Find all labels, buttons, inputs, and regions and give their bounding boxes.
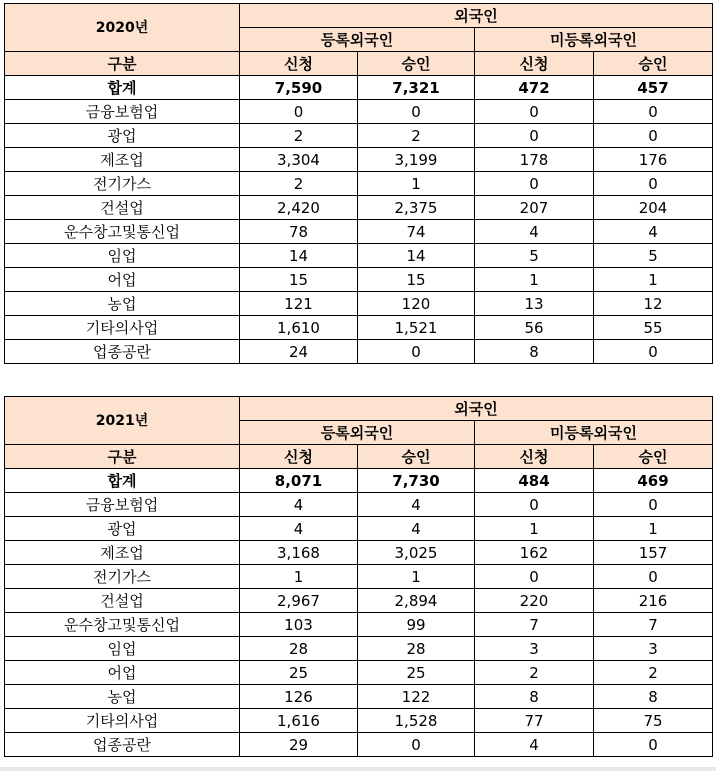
row-value: 3	[475, 637, 594, 661]
row-value: 74	[358, 220, 475, 244]
row-value: 1	[475, 268, 594, 292]
table-row	[5, 565, 713, 589]
row-value: 207	[475, 196, 594, 220]
row-value: 0	[594, 340, 713, 364]
group-header: 외국인	[240, 397, 713, 421]
row-value: 4	[475, 733, 594, 757]
row-value: 15	[240, 268, 358, 292]
row-value: 8	[475, 685, 594, 709]
row-value: 0	[475, 172, 594, 196]
row-label: 어업	[5, 661, 240, 685]
row-value: 157	[594, 541, 713, 565]
row-value: 2,894	[358, 589, 475, 613]
row-value: 1	[358, 565, 475, 589]
registered-header: 등록외국인	[240, 421, 475, 445]
row-value: 4	[475, 220, 594, 244]
table-row	[5, 220, 713, 244]
row-label: 기타의사업	[5, 316, 240, 340]
row-label: 제조업	[5, 148, 240, 172]
row-value: 99	[358, 613, 475, 637]
row-value: 162	[475, 541, 594, 565]
row-value: 0	[475, 100, 594, 124]
row-value: 0	[475, 124, 594, 148]
total-label: 합계	[5, 469, 240, 493]
row-value: 1	[358, 172, 475, 196]
row-value: 7	[475, 613, 594, 637]
row-label: 기타의사업	[5, 709, 240, 733]
unregistered-apply-header: 신청	[475, 445, 594, 469]
row-value: 3,168	[240, 541, 358, 565]
row-value: 1,610	[240, 316, 358, 340]
row-label: 업종공란	[5, 340, 240, 364]
row-label: 운수창고및통신업	[5, 613, 240, 637]
row-value: 0	[358, 733, 475, 757]
row-value: 0	[240, 100, 358, 124]
table-row	[5, 172, 713, 196]
row-value: 1	[594, 517, 713, 541]
table-row	[5, 541, 713, 565]
row-value: 2,967	[240, 589, 358, 613]
table-row	[5, 268, 713, 292]
table-row	[5, 124, 713, 148]
row-value: 1	[475, 517, 594, 541]
row-value: 120	[358, 292, 475, 316]
row-value: 0	[594, 172, 713, 196]
row-value: 204	[594, 196, 713, 220]
unregistered-header: 미등록외국인	[475, 28, 713, 52]
group-header: 외국인	[240, 4, 713, 28]
row-value: 176	[594, 148, 713, 172]
year-label: 2021년	[5, 397, 240, 445]
header-row-group	[5, 397, 713, 421]
table-row	[5, 196, 713, 220]
row-value: 216	[594, 589, 713, 613]
row-value: 0	[594, 565, 713, 589]
row-value: 0	[594, 100, 713, 124]
row-value: 7	[594, 613, 713, 637]
row-value: 8	[594, 685, 713, 709]
row-value: 2	[475, 661, 594, 685]
total-value: 469	[594, 469, 713, 493]
row-value: 2	[594, 661, 713, 685]
registered-apply-header: 신청	[240, 52, 358, 76]
table-row	[5, 709, 713, 733]
row-label: 운수창고및통신업	[5, 220, 240, 244]
total-value: 7,321	[358, 76, 475, 100]
row-value: 77	[475, 709, 594, 733]
table-row	[5, 340, 713, 364]
row-value: 3	[594, 637, 713, 661]
total-value: 7,730	[358, 469, 475, 493]
table-row	[5, 613, 713, 637]
row-value: 15	[358, 268, 475, 292]
row-value: 121	[240, 292, 358, 316]
table-row	[5, 493, 713, 517]
row-value: 4	[358, 493, 475, 517]
header-row-columns	[5, 445, 713, 469]
row-label: 임업	[5, 637, 240, 661]
row-value: 1,528	[358, 709, 475, 733]
unregistered-approve-header: 승인	[594, 52, 713, 76]
row-value: 0	[594, 733, 713, 757]
row-value: 4	[240, 517, 358, 541]
table-row	[5, 637, 713, 661]
row-value: 220	[475, 589, 594, 613]
row-label: 농업	[5, 685, 240, 709]
unregistered-header: 미등록외국인	[475, 421, 713, 445]
header-row-columns	[5, 52, 713, 76]
row-label: 전기가스	[5, 565, 240, 589]
row-value: 5	[475, 244, 594, 268]
year-label: 2020년	[5, 4, 240, 52]
row-value: 3,025	[358, 541, 475, 565]
row-value: 8	[475, 340, 594, 364]
row-value: 126	[240, 685, 358, 709]
row-value: 12	[594, 292, 713, 316]
row-value: 103	[240, 613, 358, 637]
row-value: 5	[594, 244, 713, 268]
row-value: 56	[475, 316, 594, 340]
row-value: 4	[240, 493, 358, 517]
row-value: 2,420	[240, 196, 358, 220]
row-label: 광업	[5, 124, 240, 148]
table-row	[5, 661, 713, 685]
unregistered-approve-header: 승인	[594, 445, 713, 469]
total-value: 8,071	[240, 469, 358, 493]
table-row	[5, 733, 713, 757]
table-row	[5, 589, 713, 613]
row-label: 건설업	[5, 196, 240, 220]
row-value: 2,375	[358, 196, 475, 220]
row-value: 0	[475, 565, 594, 589]
row-value: 29	[240, 733, 358, 757]
total-row	[5, 76, 713, 100]
row-label: 광업	[5, 517, 240, 541]
table-row	[5, 148, 713, 172]
row-value: 4	[358, 517, 475, 541]
row-value: 1,616	[240, 709, 358, 733]
table-2021	[4, 396, 713, 757]
row-value: 55	[594, 316, 713, 340]
unregistered-apply-header: 신청	[475, 52, 594, 76]
total-row	[5, 469, 713, 493]
category-header: 구분	[5, 445, 240, 469]
row-value: 14	[240, 244, 358, 268]
bottom-divider	[0, 767, 716, 771]
row-value: 2	[358, 124, 475, 148]
total-value: 457	[594, 76, 713, 100]
row-value: 1	[240, 565, 358, 589]
registered-approve-header: 승인	[358, 52, 475, 76]
row-value: 3,199	[358, 148, 475, 172]
row-value: 0	[594, 124, 713, 148]
table-row	[5, 292, 713, 316]
total-value: 472	[475, 76, 594, 100]
total-value: 7,590	[240, 76, 358, 100]
row-value: 78	[240, 220, 358, 244]
row-value: 1,521	[358, 316, 475, 340]
registered-approve-header: 승인	[358, 445, 475, 469]
row-value: 13	[475, 292, 594, 316]
table-row	[5, 685, 713, 709]
row-value: 0	[594, 493, 713, 517]
table-2020	[4, 3, 713, 364]
row-value: 24	[240, 340, 358, 364]
row-label: 금융보험업	[5, 100, 240, 124]
row-value: 1	[594, 268, 713, 292]
row-value: 178	[475, 148, 594, 172]
row-label: 어업	[5, 268, 240, 292]
row-value: 2	[240, 124, 358, 148]
row-label: 건설업	[5, 589, 240, 613]
table-row	[5, 517, 713, 541]
total-label: 합계	[5, 76, 240, 100]
row-value: 25	[358, 661, 475, 685]
row-value: 25	[240, 661, 358, 685]
row-value: 14	[358, 244, 475, 268]
row-value: 28	[240, 637, 358, 661]
total-value: 484	[475, 469, 594, 493]
header-row-group	[5, 4, 713, 28]
row-value: 122	[358, 685, 475, 709]
table-row	[5, 316, 713, 340]
row-label: 임업	[5, 244, 240, 268]
row-value: 75	[594, 709, 713, 733]
row-value: 0	[475, 493, 594, 517]
row-value: 2	[240, 172, 358, 196]
category-header: 구분	[5, 52, 240, 76]
row-label: 전기가스	[5, 172, 240, 196]
row-value: 0	[358, 100, 475, 124]
row-label: 농업	[5, 292, 240, 316]
row-value: 28	[358, 637, 475, 661]
row-label: 제조업	[5, 541, 240, 565]
row-value: 3,304	[240, 148, 358, 172]
row-label: 금융보험업	[5, 493, 240, 517]
table-row	[5, 244, 713, 268]
registered-apply-header: 신청	[240, 445, 358, 469]
row-value: 0	[358, 340, 475, 364]
row-label: 업종공란	[5, 733, 240, 757]
table-row	[5, 100, 713, 124]
row-value: 4	[594, 220, 713, 244]
registered-header: 등록외국인	[240, 28, 475, 52]
